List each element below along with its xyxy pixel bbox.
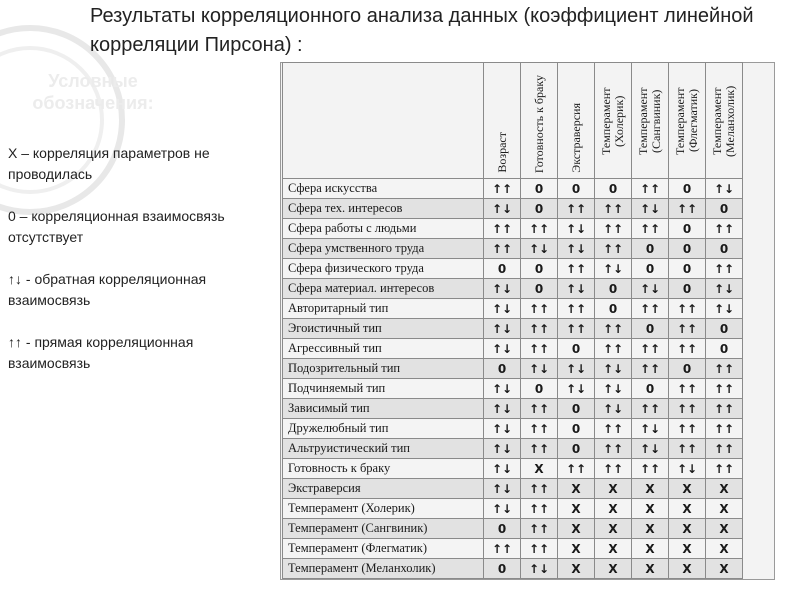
correlation-cell: Х [669,519,706,539]
correlation-cell: Х [595,539,632,559]
correlation-cell: ↑↓ [558,379,595,399]
row-label: Сфера тех. интересов [283,199,484,219]
table-row [283,359,743,379]
correlation-cell: 0 [484,259,521,279]
correlation-cell: ↑↓ [484,379,521,399]
correlation-cell: ↑↑ [595,239,632,259]
correlation-cell: Х [632,539,669,559]
table-row [283,319,743,339]
correlation-cell: 0 [521,179,558,199]
correlation-cell: ↑↑ [558,259,595,279]
correlation-cell: 0 [521,279,558,299]
correlation-cell: ↑↑ [595,199,632,219]
correlation-cell: ↑↑ [484,539,521,559]
table-row [283,439,743,459]
correlation-cell: ↑↑ [669,439,706,459]
correlation-cell: 0 [706,339,743,359]
correlation-cell: ↑↑ [669,339,706,359]
correlation-cell: ↑↓ [484,199,521,219]
correlation-cell: ↑↓ [669,459,706,479]
correlation-cell: 0 [595,279,632,299]
correlation-cell: 0 [558,419,595,439]
legend-item-x: Х – корреляция параметров не проводилась [8,145,210,182]
correlation-cell: 0 [595,299,632,319]
table-row [283,279,743,299]
correlation-cell: ↑↓ [706,299,743,319]
correlation-cell: ↑↓ [484,299,521,319]
correlation-cell: 0 [484,559,521,579]
correlation-cell: Х [558,499,595,519]
row-label: Авторитарный тип [283,299,484,319]
correlation-cell: ↑↑ [632,299,669,319]
correlation-cell: Х [595,499,632,519]
correlation-cell: Х [706,499,743,519]
column-header-label: Темперамент (Холерик) [599,87,626,155]
column-header [669,63,706,179]
correlation-cell: 0 [706,319,743,339]
column-header [632,63,669,179]
row-label: Дружелюбный тип [283,419,484,439]
column-header-label: Темперамент (Сангвиник) [636,87,663,155]
correlation-cell: Х [669,499,706,519]
correlation-table [282,62,743,579]
correlation-cell: ↑↑ [558,459,595,479]
correlation-cell: Х [558,559,595,579]
correlation-cell: 0 [669,359,706,379]
correlation-cell: 0 [632,259,669,279]
correlation-cell: ↑↑ [706,419,743,439]
correlation-cell: 0 [558,399,595,419]
correlation-cell: 0 [632,239,669,259]
correlation-cell: ↑↓ [484,479,521,499]
correlation-cell: ↑↑ [632,359,669,379]
correlation-cell: ↑↓ [632,279,669,299]
row-label: Темперамент (Флегматик) [283,539,484,559]
correlation-cell: 0 [669,219,706,239]
table-row [283,299,743,319]
correlation-cell: 0 [521,379,558,399]
row-label: Сфера искусства [283,179,484,199]
column-header [595,63,632,179]
correlation-cell: ↑↑ [521,479,558,499]
correlation-cell: ↑↑ [521,219,558,239]
correlation-cell: ↑↑ [595,439,632,459]
correlation-cell: ↑↑ [706,359,743,379]
correlation-cell: ↑↓ [595,399,632,419]
correlation-cell: ↑↑ [595,319,632,339]
correlation-cell: 0 [484,359,521,379]
correlation-cell: ↑↑ [595,219,632,239]
correlation-cell: ↑↓ [595,259,632,279]
table-row [283,399,743,419]
correlation-cell: ↑↑ [595,459,632,479]
correlation-cell: ↑↑ [706,439,743,459]
correlation-cell: ↑↑ [669,299,706,319]
table-row [283,459,743,479]
correlation-cell: ↑↑ [558,319,595,339]
table-row [283,239,743,259]
table-row [283,219,743,239]
legend-item-direct: ↑↑ - прямая корреляционная взаимосвязь [8,334,194,371]
row-label: Подозрительный тип [283,359,484,379]
correlation-cell: ↑↑ [558,299,595,319]
correlation-cell: Х [706,479,743,499]
correlation-cell: 0 [706,239,743,259]
correlation-cell: Х [706,559,743,579]
column-header-label: Экстраверсия [568,103,583,173]
table-row [283,499,743,519]
legend-item-zero: 0 – корреляционная взаимосвязь отсутствует [8,208,225,245]
legend-item-inverse: ↑↓ - обратная корреляционная взаимосвязь [8,271,207,308]
row-label: Темперамент (Холерик) [283,499,484,519]
correlation-cell: ↑↓ [632,199,669,219]
correlation-cell: Х [595,559,632,579]
correlation-cell: ↑↑ [669,379,706,399]
slide-title: Результаты корреляционного анализа данных (коэффициент линейной корреляции Пирсона) : [90,5,754,56]
correlation-cell: 0 [632,319,669,339]
table-row [283,259,743,279]
correlation-cell: Х [558,519,595,539]
correlation-cell: ↑↑ [521,419,558,439]
correlation-cell: ↑↓ [484,459,521,479]
row-label: Темперамент (Меланхолик) [283,559,484,579]
correlation-cell: 0 [558,439,595,459]
correlation-cell: Х [632,519,669,539]
correlation-cell: ↑↑ [484,219,521,239]
correlation-cell: ↑↓ [632,439,669,459]
correlation-cell: ↑↓ [632,419,669,439]
correlation-cell: ↑↑ [706,459,743,479]
correlation-cell: ↑↓ [484,419,521,439]
table-row [283,179,743,199]
correlation-cell: Х [706,519,743,539]
correlation-cell: ↑↓ [484,439,521,459]
correlation-cell: Х [632,499,669,519]
correlation-cell: 0 [706,199,743,219]
correlation-cell: Х [558,539,595,559]
correlation-cell: ↑↑ [632,339,669,359]
row-label: Эгоистичный тип [283,319,484,339]
correlation-cell: ↑↓ [484,399,521,419]
correlation-cell: ↑↑ [669,399,706,419]
column-header-label: Темперамент (Флегматик) [673,87,700,155]
correlation-cell: ↑↑ [706,259,743,279]
correlation-cell: ↑↑ [632,179,669,199]
correlation-cell: 0 [669,179,706,199]
row-label: Сфера работы с людьми [283,219,484,239]
table-row [283,199,743,219]
correlation-cell: ↑↑ [706,219,743,239]
correlation-cell: ↑↑ [632,219,669,239]
table-body [283,179,743,579]
correlation-cell: ↑↓ [706,179,743,199]
correlation-cell: ↑↓ [484,339,521,359]
legend-heading-faded: Условные обозначения: [32,71,154,113]
correlation-cell: ↑↑ [521,319,558,339]
correlation-cell: ↑↓ [484,499,521,519]
row-label: Экстраверсия [283,479,484,499]
correlation-cell: Х [558,479,595,499]
correlation-cell: ↑↓ [521,559,558,579]
correlation-cell: Х [669,559,706,579]
table-row [283,519,743,539]
correlation-cell: Х [595,479,632,499]
correlation-cell: ↑↑ [521,539,558,559]
column-header [521,63,558,179]
correlation-cell: ↑↓ [558,359,595,379]
correlation-cell: ↑↑ [521,499,558,519]
column-header-label: Темперамент (Меланхолик) [710,85,737,157]
correlation-cell: ↑↑ [669,319,706,339]
row-label: Агрессивный тип [283,339,484,359]
row-label: Сфера физического труда [283,259,484,279]
correlation-cell: 0 [595,179,632,199]
correlation-cell: Х [669,539,706,559]
correlation-cell: ↑↑ [632,459,669,479]
correlation-cell: Х [595,519,632,539]
column-header-label: Возраст [494,132,509,173]
correlation-cell: ↑↑ [632,399,669,419]
correlation-cell: ↑↑ [521,519,558,539]
column-header [558,63,595,179]
correlation-cell: 0 [558,179,595,199]
correlation-cell: ↑↑ [558,199,595,219]
row-label: Подчиняемый тип [283,379,484,399]
table-header-row [283,63,743,179]
correlation-cell: ↑↑ [521,299,558,319]
table-row [283,539,743,559]
correlation-cell: Х [521,459,558,479]
correlation-cell: ↑↑ [521,439,558,459]
correlation-cell: 0 [521,199,558,219]
row-label: Альтруистический тип [283,439,484,459]
correlation-cell: ↑↓ [706,279,743,299]
row-label: Сфера умственного труда [283,239,484,259]
correlation-cell: ↑↓ [595,359,632,379]
correlation-cell: 0 [632,379,669,399]
correlation-cell: 0 [669,259,706,279]
correlation-cell: ↑↓ [558,279,595,299]
correlation-cell: ↑↑ [521,339,558,359]
correlation-cell: ↑↓ [484,319,521,339]
correlation-cell: ↑↓ [521,359,558,379]
correlation-cell: ↑↓ [595,379,632,399]
legend [8,143,278,395]
column-header-label: Готовность к браку [531,74,546,173]
row-label: Готовность к браку [283,459,484,479]
table-row [283,339,743,359]
table-row [283,379,743,399]
correlation-cell: 0 [669,279,706,299]
correlation-cell: Х [706,539,743,559]
correlation-cell: 0 [521,259,558,279]
correlation-cell: ↑↑ [484,179,521,199]
correlation-cell: ↑↑ [521,399,558,419]
correlation-cell: Х [632,479,669,499]
correlation-cell: ↑↑ [595,419,632,439]
correlation-cell: 0 [669,239,706,259]
column-header [484,63,521,179]
correlation-cell: 0 [558,339,595,359]
correlation-cell: Х [669,479,706,499]
correlation-cell: ↑↓ [521,239,558,259]
table-row [283,419,743,439]
correlation-cell: ↑↓ [484,279,521,299]
row-label: Сфера материал. интересов [283,279,484,299]
row-label: Темперамент (Сангвиник) [283,519,484,539]
column-header [706,63,743,179]
correlation-cell: ↑↑ [484,239,521,259]
correlation-cell: ↑↑ [595,339,632,359]
correlation-cell: 0 [484,519,521,539]
correlation-cell: ↑↑ [669,199,706,219]
row-label: Зависимый тип [283,399,484,419]
correlation-cell: ↑↑ [706,379,743,399]
correlation-cell: ↑↑ [669,419,706,439]
correlation-cell: ↑↓ [558,239,595,259]
correlation-cell: ↑↑ [706,399,743,419]
table-corner-cell [283,63,484,179]
correlation-cell: Х [632,559,669,579]
correlation-cell: ↑↓ [558,219,595,239]
table-row [283,559,743,579]
table-row [283,479,743,499]
